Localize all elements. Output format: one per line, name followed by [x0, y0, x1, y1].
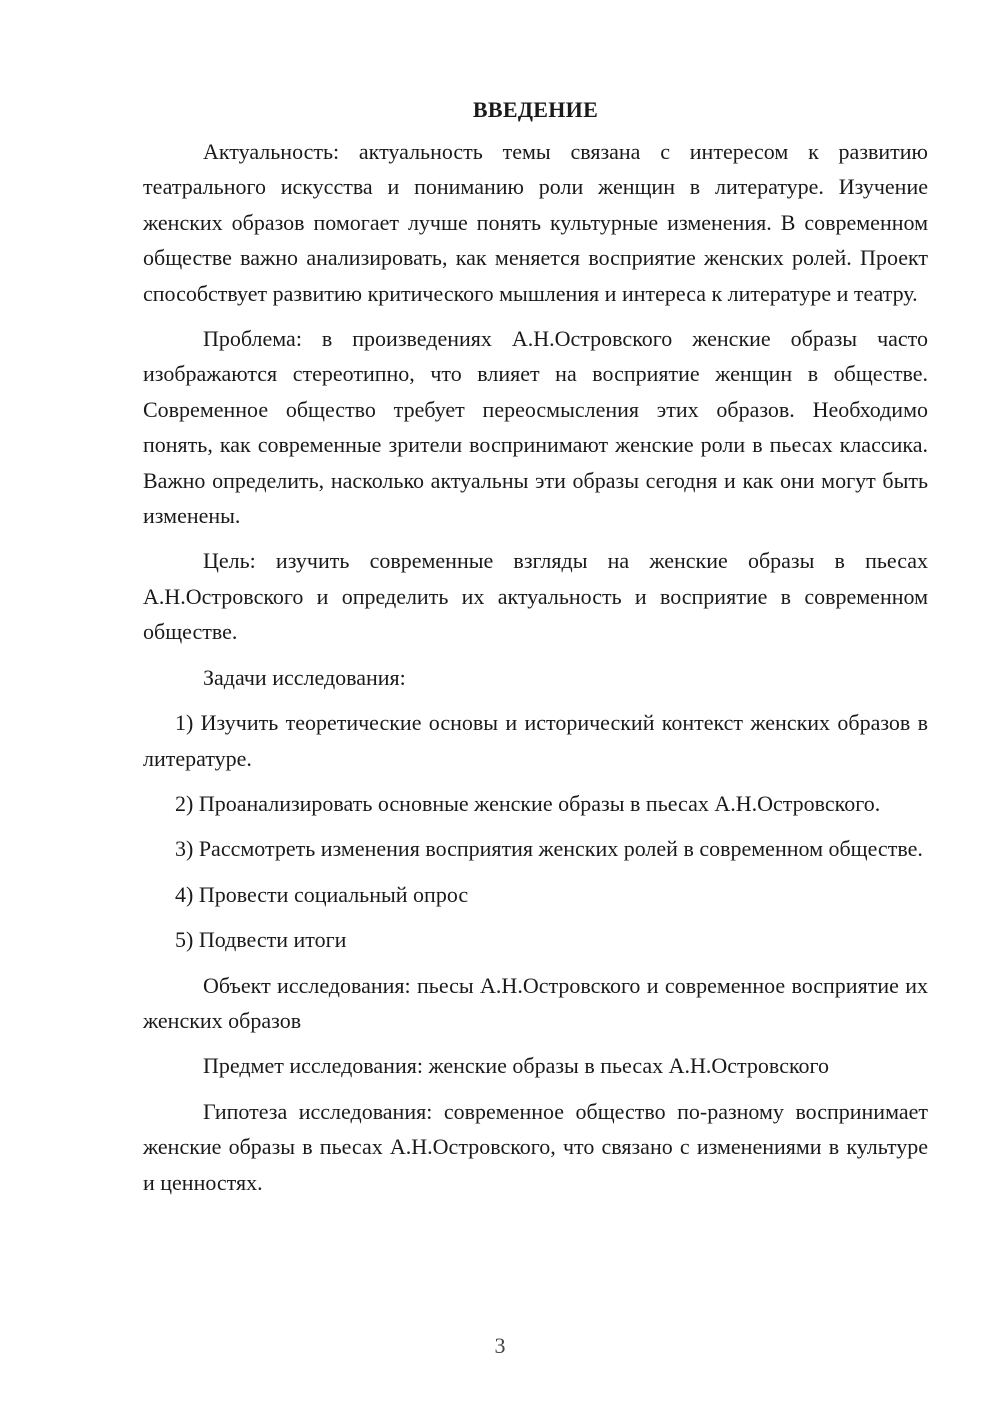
problem-paragraph: Проблема: в произведениях А.Н.Островского женские образы часто изображаются стереотипно, что влияет на восприятие женщин в обществе. Современное общество требует переосмысления этих образов. Необходимо понять, как современные зрители воспринимают женские роли в пьесах классика. Важно определить, насколько актуальны эти образы сегодня и как они могут быть изменены.	[143, 326, 928, 529]
document-page	[143, 92, 928, 1210]
relevance-paragraph: Актуальность: актуальность темы связана с интересом к развитию театрального искусства и пониманию роли женщин в литературе. Изучение женских образов помогает лучше понять культурные изменения. В современном обществе важно анализировать, как меняется восприятие женских ролей. Проект способствует развитию критического мышления и интереса к литературе и театру.	[143, 139, 928, 306]
task-item-3: 3) Рассмотреть изменения восприятия женских ролей в современном обществе.	[175, 836, 923, 862]
goal-paragraph: Цель: изучить современные взгляды на женские образы в пьесах А.Н.Островского и определить их актуальность и восприятие в современном обществе.	[143, 548, 928, 645]
hypothesis-paragraph: Гипотеза исследования: современное общество по-разному воспринимает женские образы в пьесах А.Н.Островского, что связано с изменениями в культуре и ценностях.	[143, 1098, 928, 1195]
task-item-2: 2) Проанализировать основные женские образы в пьесах А.Н.Островского.	[175, 790, 881, 816]
object-paragraph: Объект исследования: пьесы А.Н.Островского и современное восприятие их женских образов	[143, 972, 928, 1033]
page-title: ВВЕДЕНИЕ	[472, 97, 599, 122]
task-item-4: 4) Провести социальный опрос	[175, 881, 469, 907]
subject-paragraph: Предмет исследования: женские образы в пьесах А.Н.Островского	[203, 1053, 830, 1079]
tasks-heading: Задачи исследования:	[203, 664, 406, 690]
task-item-5: 5) Подвести итоги	[175, 927, 347, 953]
task-item-1: 1) Изучить теоретические основы и исторический контекст женских образов в литературе.	[143, 710, 928, 771]
page-number: 3	[494, 1333, 506, 1358]
